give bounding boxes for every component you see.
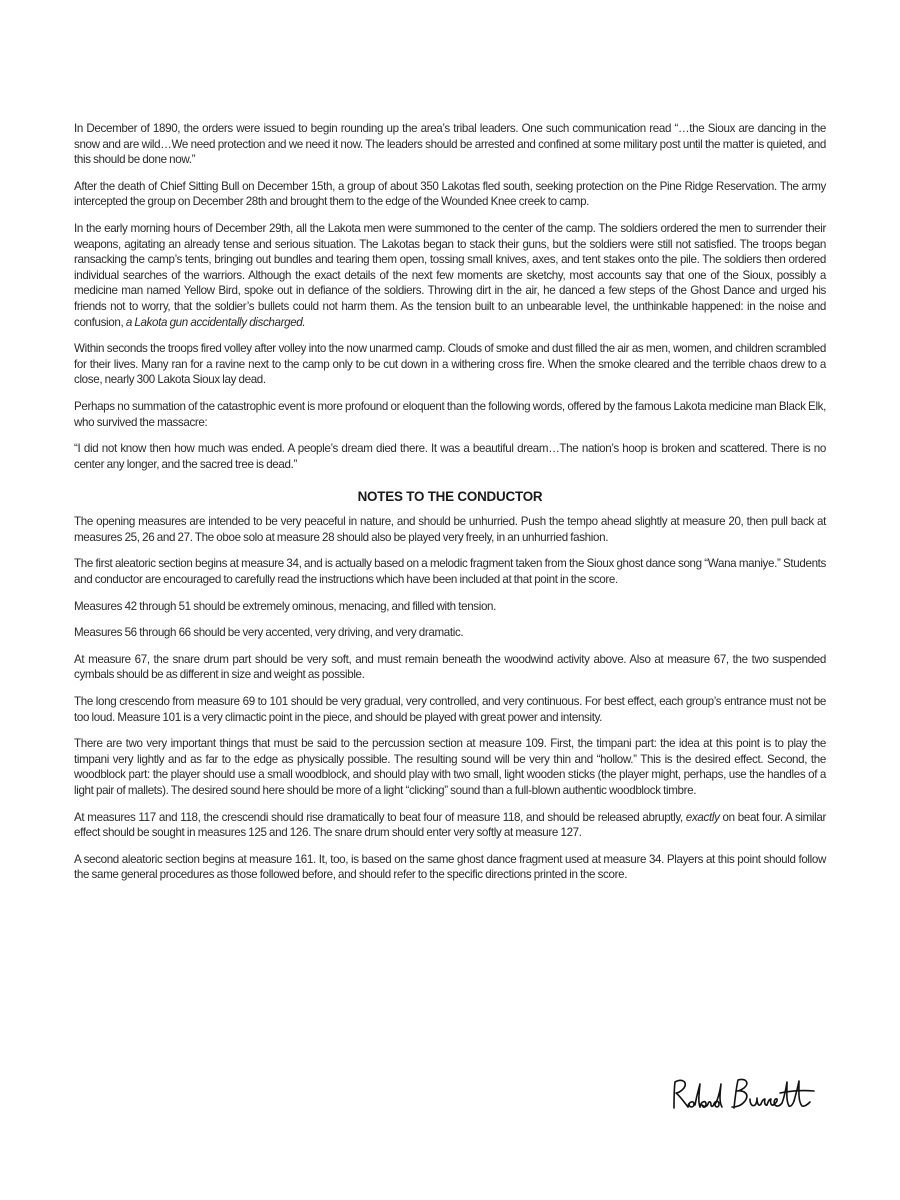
note-long-crescendo: The long crescendo from measure 69 to 101 should be very gradual, very controlled, and very continuous. For best effect, each group’s entrance must not be too loud. Measure 101 is a very climactic point in the piece, and should be played with great power and intensity. [74, 695, 826, 724]
paragraph-black-elk-quote: “I did not know then how much was ended. A people’s dream died there. It was a beautiful dream…The nation’s hoop is broken and scattered. There is no center any longer, and the sacred tree is dead.” [74, 442, 826, 471]
note-measures-42-51: Measures 42 through 51 should be extremely ominous, menacing, and filled with tension. [74, 599, 497, 613]
section-heading-notes: NOTES TO THE CONDUCTOR [357, 489, 543, 505]
note-crescendi-before: At measures 117 and 118, the crescendi should rise dramatically to beat four of measure 118, and should be released abruptly, [74, 810, 686, 824]
note-second-aleatoric: A second aleatoric section begins at measure 161. It, too, is based on the same ghost dance fragment used at measure 34. Players at this point should follow the same general procedures as those followed before, and should refer to the specific directions printed in the score. [74, 852, 826, 882]
signature [668, 1074, 828, 1118]
paragraph-december-1890: In December of 1890, the orders were issued to begin rounding up the area’s tribal leaders. One such communication read “…the Sioux are dancing in the snow and are wild…We need protection and we need it now. The leaders should be arrested and confined at some military post until the matter is quieted, and this should be done now.” [74, 122, 826, 167]
document-page [74, 121, 826, 894]
paragraph-early-morning-text: In the early morning hours of December 29th, all the Lakota men were summoned to the center of the camp. The soldiers ordered the men to surrender their weapons, agitating an already tense and serious situation. The Lakotas began to stack their guns, but the soldiers were still not satisfied. The troops began ransacking the camp’s tents, bringing out bundles and tearing them open, tossing small knives, axes, and tent stakes onto the pile. The soldiers then ordered individual searches of the warriors. Although the exact details of the next few moments are sketchy, most accounts say that one of the Sioux, possibly a medicine man named Yellow Bird, spoke out in defiance of the soldiers. Throwing dirt in the air, he danced a few steps of the Ghost Dance and urged his friends not to worry, that the soldier’s bullets could not harm them. As the tension built to an unbearable level, the unthinkable happened: in the noise and confusion, [74, 221, 826, 329]
note-crescendi-117-118 [74, 810, 826, 841]
paragraph-early-morning [74, 221, 826, 330]
paragraph-early-morning-italic: a Lakota gun accidentally discharged. [125, 315, 306, 329]
note-measure-67: At measure 67, the snare drum part should be very soft, and must remain beneath the woodwind activity above. Also at measure 67, the two suspended cymbals should be as different in size and weight as possible. [74, 652, 826, 682]
note-first-aleatoric: The first aleatoric section begins at measure 34, and is actually based on a melodic fragment taken from the Sioux ghost dance song “Wana maniye.” Students and conductor are encouraged to carefully read the instructions which have been included at that point in the score. [74, 557, 826, 587]
note-percussion-109: There are two very important things that must be said to the percussion section at measure 109. First, the timpani part: the idea at this point is to play the timpani very lightly and as far to the edge as physically possible. The resulting sound will be very thin and “hollow.” This is the desired effect. Second, the woodblock part: the player should use a small woodblock, and should play with two small, light wooden sticks (the player might, perhaps, use the handles of a light pair of mallets). The desired sound here should be more of a light “clicking” sound than a full-blown authentic woodblock timbre. [74, 737, 826, 797]
note-measures-56-66: Measures 56 through 66 should be very accented, very driving, and very dramatic. [74, 626, 464, 640]
note-crescendi-italic: exactly [685, 810, 720, 824]
note-crescendi-after: on beat four. A similar effect should be sought in measures 125 and 126. The snare drum should enter very softly at measure 127. [74, 810, 826, 840]
paragraph-within-seconds: Within seconds the troops fired volley after volley into the now unarmed camp. Clouds of smoke and dust filled the air as men, women, and children scrambled for their lives. Many ran for a ravine next to the camp only to be cut down in a withering cross fire. When the smoke cleared and the terrible chaos drew to a close, nearly 300 Lakota Sioux lay dead. [74, 342, 826, 387]
paragraph-black-elk-intro: Perhaps no summation of the catastrophic event is more profound or eloquent than the following words, offered by the famous Lakota medicine man Black Elk, who survived the massacre: [74, 399, 826, 429]
paragraph-sitting-bull: After the death of Chief Sitting Bull on December 15th, a group of about 350 Lakotas fled south, seeking protection on the Pine Ridge Reservation. The army intercepted the group on December 28th and brought them to the edge of the Wounded Knee creek to camp. [74, 179, 826, 209]
note-opening-measures: The opening measures are intended to be very peaceful in nature, and should be unhurried. Push the tempo ahead slightly at measure 20, then pull back at measures 25, 26 and 27. The oboe solo at measure 28 should also be played very freely, in an unhurried fashion. [74, 515, 826, 544]
